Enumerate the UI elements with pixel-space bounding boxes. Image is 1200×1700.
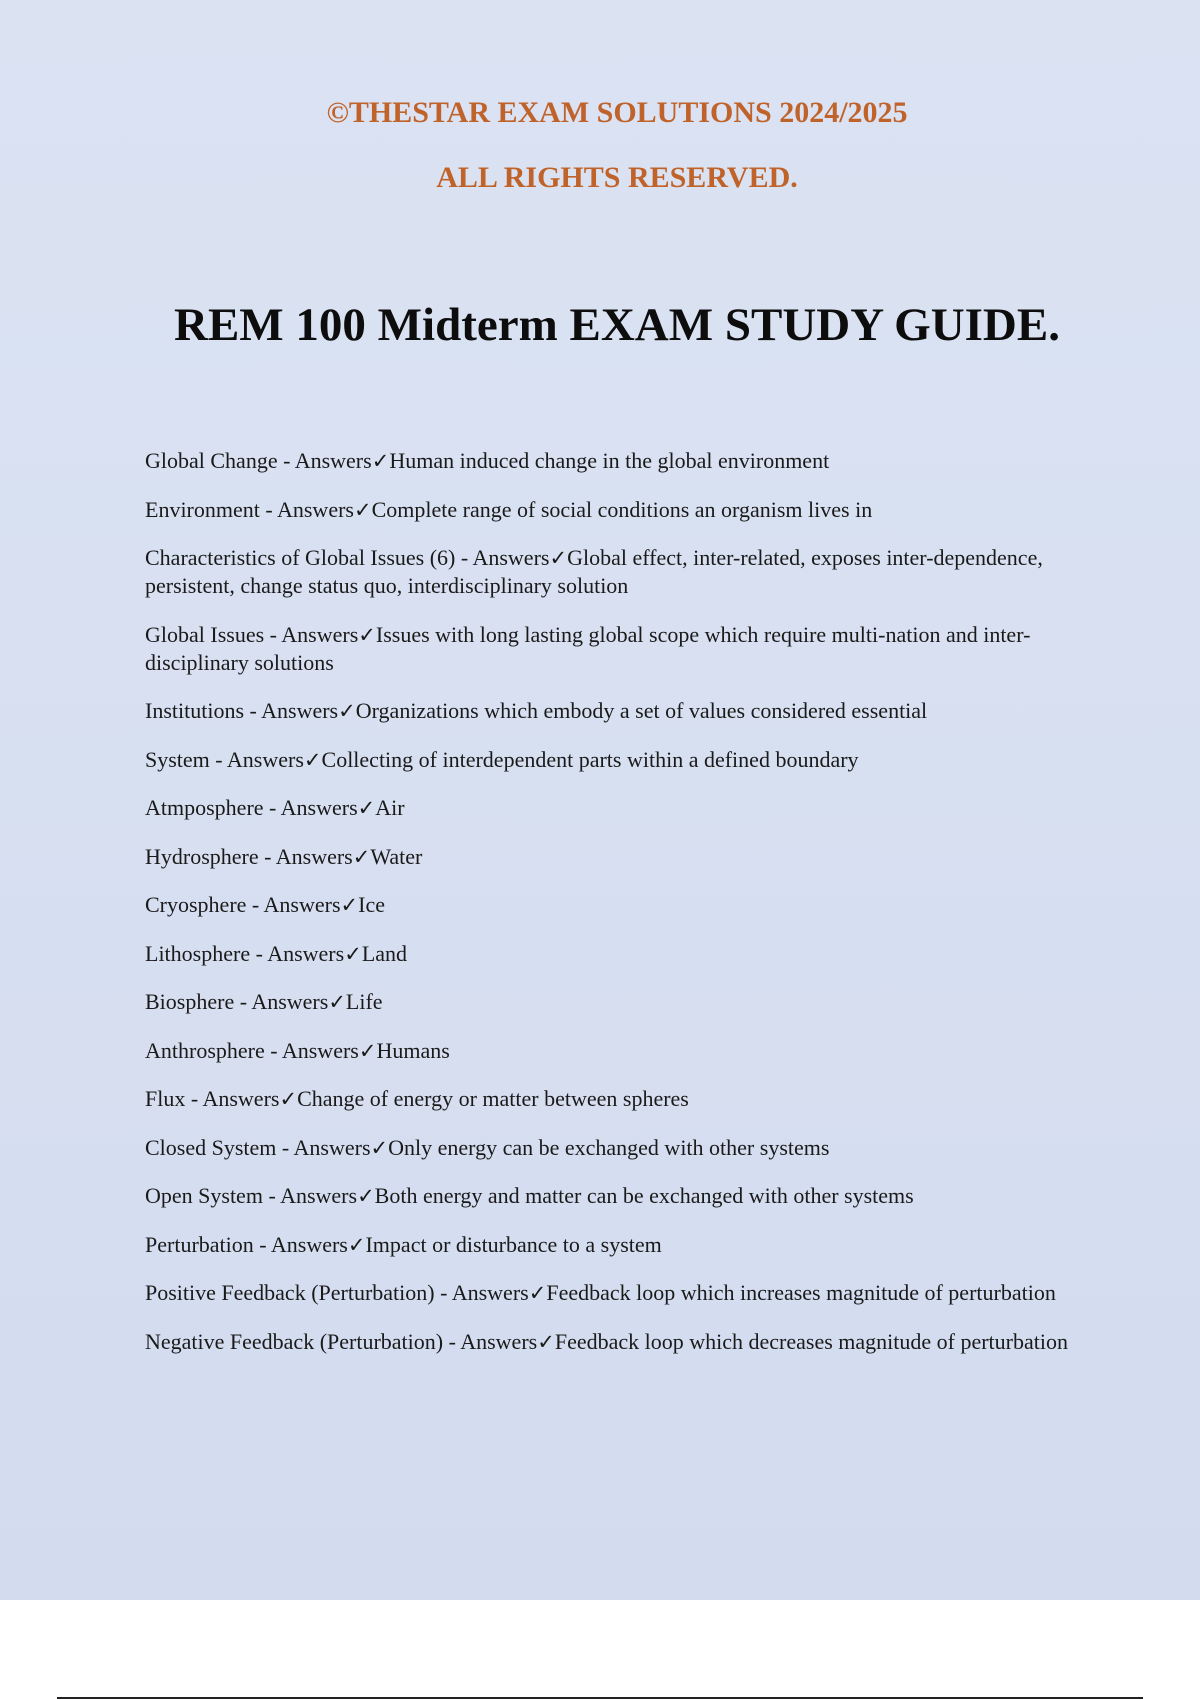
- entry-answer: Feedback loop which increases magnitude of perturbation: [546, 1280, 1056, 1305]
- glossary-entry: [145, 891, 1090, 919]
- answer-separator: - Answers: [244, 698, 339, 723]
- entry-term: Hydrosphere: [145, 843, 259, 869]
- answer-separator: - Answers: [259, 496, 354, 522]
- answer-separator: - Answers: [209, 746, 304, 772]
- glossary-entry: [145, 1279, 1090, 1307]
- entry-term: Anthrosphere: [145, 1037, 265, 1063]
- entry-term: Negative Feedback (Perturbation): [145, 1328, 444, 1354]
- answer-separator: - Answers: [262, 1183, 358, 1208]
- glossary-entry: [145, 621, 1090, 677]
- answer-separator: - Answers: [234, 989, 329, 1014]
- entry-answer: Impact or disturbance to a system: [365, 1231, 662, 1257]
- check-mark-icon: ✓: [549, 546, 568, 570]
- check-mark-icon: ✓: [340, 893, 359, 917]
- answer-separator: - Answers: [185, 1086, 280, 1111]
- glossary-list: [145, 447, 1090, 1376]
- entry-answer: Humans: [376, 1037, 450, 1063]
- entry-answer: Collecting of interdependent parts within a defined boundary: [321, 746, 859, 772]
- glossary-entry: [145, 843, 1090, 871]
- entry-answer: Ice: [358, 892, 385, 917]
- entry-answer: Human induced change in the global environment: [389, 448, 830, 473]
- answer-separator: - Answers: [246, 892, 341, 917]
- glossary-entry: [145, 988, 1090, 1016]
- page-divider: [57, 1697, 1143, 1699]
- page-title: REM 100 Midterm EXAM STUDY GUIDE.: [174, 299, 1060, 351]
- check-mark-icon: ✓: [357, 796, 376, 820]
- answer-separator: - Answers: [258, 843, 353, 869]
- entry-answer: Feedback loop which decreases magnitude of perturbation: [554, 1328, 1068, 1354]
- answer-separator: - Answers: [264, 621, 359, 647]
- check-mark-icon: ✓: [528, 1281, 547, 1305]
- entry-answer: Complete range of social conditions an organism lives in: [371, 496, 873, 522]
- entry-answer: Issues with long lasting global scope which require multi-nation and inter-disciplinary solutions: [145, 621, 1031, 675]
- answer-separator: - Answers: [253, 1231, 348, 1257]
- entry-term: Biosphere: [145, 989, 235, 1014]
- glossary-entry: [145, 1182, 1090, 1210]
- check-mark-icon: ✓: [371, 449, 390, 473]
- entry-term: Global Issues: [145, 621, 265, 647]
- check-mark-icon: ✓: [357, 1184, 375, 1208]
- answer-separator: - Answers: [250, 940, 345, 966]
- check-mark-icon: ✓: [344, 941, 362, 966]
- entry-answer: Change of energy or matter between spheres: [297, 1086, 689, 1111]
- entry-term: Institutions: [145, 698, 245, 723]
- check-mark-icon: ✓: [537, 1329, 555, 1354]
- entry-term: Perturbation: [145, 1231, 254, 1257]
- answer-separator: - Answers: [455, 545, 550, 570]
- check-mark-icon: ✓: [328, 990, 346, 1014]
- answer-separator: - Answers: [264, 1037, 359, 1063]
- entry-answer: Both energy and matter can be exchanged with other systems: [374, 1183, 914, 1208]
- glossary-entry: [145, 746, 1090, 774]
- glossary-entry: [145, 1134, 1090, 1162]
- answer-separator: - Answers: [276, 1134, 371, 1160]
- glossary-entry: [145, 1231, 1090, 1259]
- answer-separator: - Answers: [434, 1280, 529, 1305]
- glossary-entry: [145, 940, 1090, 968]
- entry-term: Characteristics of Global Issues (6): [145, 545, 456, 570]
- glossary-entry: [145, 544, 1090, 600]
- entry-term: Cryosphere: [145, 892, 247, 917]
- check-mark-icon: ✓: [353, 497, 372, 522]
- copyright-line-1: ©THESTAR EXAM SOLUTIONS 2024/2025: [326, 96, 908, 129]
- entry-term: Open System: [145, 1183, 263, 1208]
- glossary-entry: [145, 1328, 1090, 1356]
- answer-separator: - Answers: [277, 448, 372, 473]
- entry-term: Closed System: [145, 1134, 277, 1160]
- entry-answer: Land: [361, 940, 408, 966]
- glossary-entry: [145, 496, 1090, 524]
- entry-answer: Organizations which embody a set of values considered essential: [355, 698, 928, 723]
- check-mark-icon: ✓: [358, 622, 376, 647]
- check-mark-icon: ✓: [352, 844, 371, 869]
- entry-answer: Air: [375, 795, 405, 820]
- check-mark-icon: ✓: [347, 1232, 366, 1257]
- entry-term: Global Change: [145, 448, 278, 473]
- entry-term: Positive Feedback (Perturbation): [145, 1280, 435, 1305]
- check-mark-icon: ✓: [370, 1135, 389, 1160]
- entry-term: System: [145, 746, 210, 772]
- entry-answer: Only energy can be exchanged with other systems: [388, 1134, 830, 1160]
- entry-term: Lithosphere: [145, 940, 251, 966]
- entry-answer: Global effect, inter-related, exposes inter-dependence, persistent, change status quo, interdisciplinary solution: [145, 545, 1043, 598]
- answer-separator: - Answers: [263, 795, 358, 820]
- entry-answer: Water: [370, 843, 423, 869]
- check-mark-icon: ✓: [358, 1038, 377, 1063]
- glossary-entry: [145, 447, 1090, 475]
- answer-separator: - Answers: [443, 1328, 538, 1354]
- rights-reserved-line: ALL RIGHTS RESERVED.: [436, 161, 798, 194]
- entry-term: Flux: [145, 1086, 186, 1111]
- check-mark-icon: ✓: [279, 1087, 298, 1111]
- check-mark-icon: ✓: [338, 699, 356, 723]
- check-mark-icon: ✓: [303, 747, 322, 772]
- entry-term: Environment: [145, 496, 260, 522]
- glossary-entry: [145, 697, 1090, 725]
- glossary-entry: [145, 1085, 1090, 1113]
- glossary-entry: [145, 1037, 1090, 1065]
- entry-answer: Life: [345, 989, 383, 1014]
- entry-term: Atmposphere: [145, 795, 264, 820]
- glossary-entry: [145, 794, 1090, 822]
